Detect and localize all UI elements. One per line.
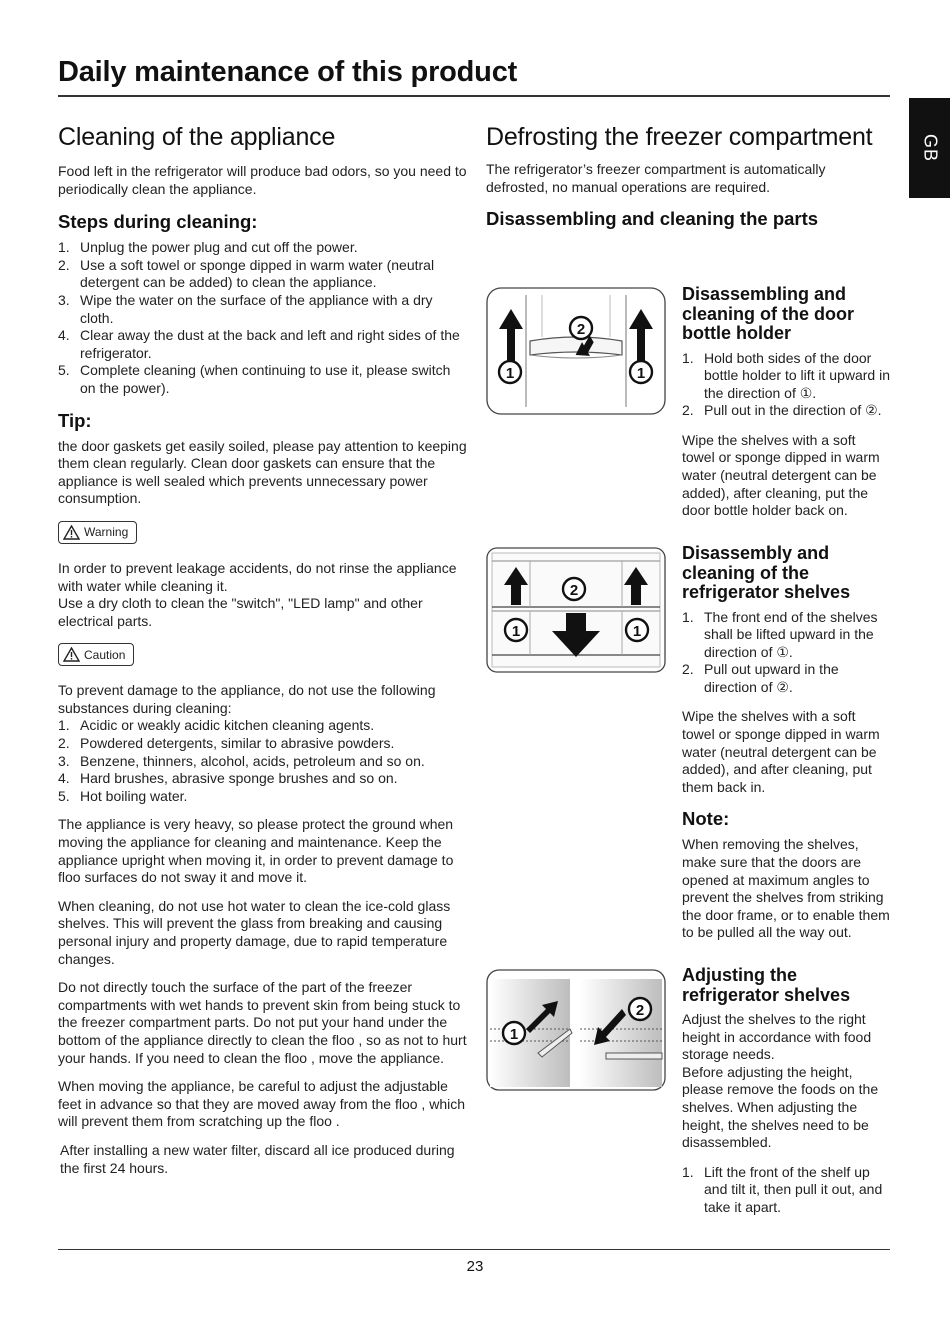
page-number: 23 <box>466 1258 484 1275</box>
left-column <box>58 123 468 1177</box>
para-hot-water: When cleaning, do not use hot water to clean the ice-cold glass shelves. This will prevent the glass from breaking and causing personal injury and property damage, due to rapid temperature changes. <box>58 897 451 967</box>
para-water-filter: After installing a new water filter, discard all ice produced during the first 24 hours. <box>60 1141 455 1176</box>
shelves-text: Wipe the shelves with a soft towel or sponge dipped in warm water (neutral detergent can be added), and after cleaning, put them back in. <box>682 708 880 795</box>
note-text: When removing the shelves, make sure that the doors are opened at maximum angles to prevent the shelves from striking the door frame, or to enable them to be pulled all the way out. <box>682 836 890 941</box>
warning-text: In order to prevent leakage accidents, do not rinse the appliance with water while cleaning it. <box>58 559 457 594</box>
list-item: 3. Wipe the water on the surface of the appliance with a dry cloth. <box>58 291 433 326</box>
cleaning-steps-list <box>58 239 468 397</box>
right-column <box>486 123 890 1233</box>
warning-block <box>58 521 468 545</box>
para-wet-hands: Do not directly touch the surface of the part of the freezer compartments with wet hands to prevent skin from being stuck to the freezer compartment parts. Do not put your hand under the bottom of the appliance directly to clean the floo , so as not to hurt your hands. If you need to clean the floo , move the appliance. <box>58 979 467 1066</box>
list-item: 1. The front end of the shelves shall be lifted upward in the direction of ①. <box>682 608 878 660</box>
tip-text: the door gaskets get easily soiled, please pay attention to keeping them clean regularly. Clean door gaskets can ensure that the appliance is well sealed which prevents unnecessary power consumption. <box>58 437 467 507</box>
warning-text-electrical: Use a dry cloth to clean the "switch", "LED lamp" and other electrical parts. <box>58 595 423 629</box>
caution-intro: To prevent damage to the appliance, do not use the following substances during cleaning: <box>58 682 436 716</box>
caution-list <box>58 717 468 805</box>
adjust-text: Adjust the shelves to the right height in accordance with food storage needs. <box>682 1011 872 1063</box>
adjust-steps <box>682 1164 892 1217</box>
svg-text:2: 2 <box>569 582 579 599</box>
para-heavy: The appliance is very heavy, so please protect the ground when moving the appliance for cleaning and maintenance. Keep the appliance upright when moving it, in order to prevent damage to floo surfaces do not sway it and move it. <box>58 816 454 886</box>
language-tab-label: GB <box>920 133 940 163</box>
adjust-text-2: Before adjusting the height, please remove the foods on the shelves. When adjusting the height, the shelves need to be disassembled. <box>682 1063 879 1151</box>
shelves-heading: Disassembly and cleaning of the refrigerator shelves <box>682 543 851 602</box>
parts-heading: Disassembling and cleaning the parts <box>486 208 819 230</box>
language-tab <box>909 98 950 198</box>
list-item: 4. Hard brushes, abrasive sponge brushes and so on. <box>58 770 398 787</box>
para-moving: When moving the appliance, be careful to adjust the adjustable feet in advance so that they are moved away from the floo , which will prevent them from scratching up the floo . <box>58 1078 465 1130</box>
svg-text:1: 1 <box>505 365 515 382</box>
list-item: 1. Lift the front of the shelf up and tilt it, then pull it out, and take it apart. <box>682 1163 883 1215</box>
warning-badge <box>58 521 137 544</box>
svg-text:2: 2 <box>576 321 586 338</box>
list-item: 1. Hold both sides of the door bottle holder to lift it upward in the direction of ①. <box>682 349 890 401</box>
adjust-section <box>682 966 892 1217</box>
cleaning-heading: Cleaning of the appliance <box>58 123 336 151</box>
steps-heading: Steps during cleaning: <box>58 211 258 233</box>
list-item: 2. Pull out in the direction of ②. <box>682 402 882 419</box>
list-item: 2. Use a soft towel or sponge dipped in warm water (neutral detergent can be added) to clean the appliance. <box>58 256 435 291</box>
list-item: 2. Pull out upward in the direction of ②. <box>682 661 839 695</box>
bottle-holder-section <box>682 285 892 520</box>
warning-triangle-icon <box>63 525 80 540</box>
tip-heading: Tip: <box>58 409 92 431</box>
svg-text:1: 1 <box>632 623 642 640</box>
list-item: 2. Powdered detergents, similar to abrasive powders. <box>58 735 395 752</box>
warning-label: Warning <box>84 525 129 540</box>
figure-adjust-shelves <box>486 969 666 1091</box>
caution-block <box>58 643 468 667</box>
list-item: 5. Complete cleaning (when continuing to use it, please switch on the power). <box>58 362 451 396</box>
note-heading: Note: <box>682 808 730 830</box>
defrost-text: The refrigerator’s freezer compartment is automatically defrosted, no manual operations are required. <box>486 161 826 195</box>
adjust-heading: Adjusting the refrigerator shelves <box>682 965 851 1005</box>
footer-rule <box>58 1249 890 1250</box>
defrost-heading: Defrosting the freezer compartment <box>486 123 873 151</box>
list-item: 5. Hot boiling water. <box>58 787 188 804</box>
shelves-steps <box>682 609 892 697</box>
header-rule <box>58 95 890 97</box>
svg-text:1: 1 <box>511 623 521 640</box>
bottle-holder-heading: Disassembling and cleaning of the door bottle holder <box>682 284 855 343</box>
list-item: 1. Acidic or weakly acidic kitchen cleaning agents. <box>58 717 375 734</box>
caution-triangle-icon <box>63 647 80 662</box>
cleaning-intro: Food left in the refrigerator will produce bad odors, so you need to periodically clean the appliance. <box>58 163 467 197</box>
figure-bottle-holder <box>486 287 666 415</box>
page-title: Daily maintenance of this product <box>58 56 518 88</box>
list-item: 4. Clear away the dust at the back and left and right sides of the refrigerator. <box>58 327 460 361</box>
svg-text:1: 1 <box>509 1026 519 1043</box>
bottle-holder-text: Wipe the shelves with a soft towel or sponge dipped in warm water (neutral detergent can be added), after cleaning, put the door bottle holder back on. <box>682 431 880 519</box>
svg-text:1: 1 <box>636 365 646 382</box>
list-item: 1. Unplug the power plug and cut off the power. <box>58 239 358 256</box>
list-item: 3. Benzene, thinners, alcohol, acids, petroleum and so on. <box>58 752 425 769</box>
figure-shelves <box>486 547 666 673</box>
shelves-section <box>682 544 892 942</box>
caution-badge <box>58 643 134 666</box>
caution-label: Caution <box>84 647 126 662</box>
svg-text:2: 2 <box>635 1002 645 1019</box>
bottle-holder-steps <box>682 350 892 420</box>
